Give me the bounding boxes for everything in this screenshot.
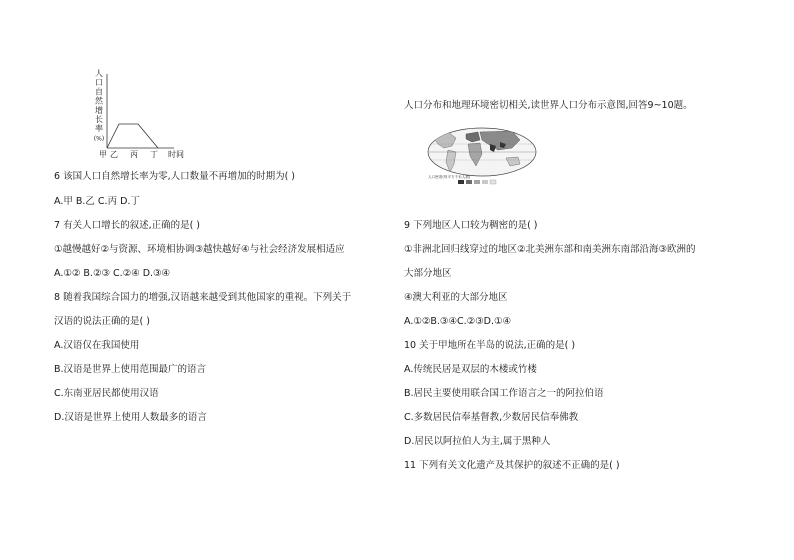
question-8-line-1: 8 随着我国综合国力的增强,汉语越来越受到其他国家的重视。下列关于 xyxy=(54,292,352,303)
y-label-char: 率 xyxy=(95,124,103,134)
x-tick-labels xyxy=(99,150,158,159)
question-8-option-d: D.汉语是世界上使用人数最多的语言 xyxy=(54,412,207,423)
question-6-options: A.甲 B.乙 C.丙 D.丁 xyxy=(54,196,140,207)
x-tick-label: 丙 xyxy=(130,150,138,159)
question-9-line-2: 大部分地区 xyxy=(404,268,452,279)
question-11: 11 下列有关文化遗产及其保护的叙述不正确的是( ) xyxy=(404,460,620,471)
question-10-option-a: A.传统民居是双层的木楼或竹楼 xyxy=(404,364,537,375)
y-label-char: 口 xyxy=(95,78,103,88)
y-axis-label xyxy=(94,68,104,142)
x-tick-label: 甲 xyxy=(99,150,107,159)
y-label-char: (%) xyxy=(93,135,105,143)
y-label-char: 长 xyxy=(95,115,103,124)
question-8-option-a: A.汉语仅在我国使用 xyxy=(54,340,140,351)
question-10-option-c: C.多数居民信奉基督教,少数居民信奉佛教 xyxy=(404,412,579,423)
question-7-options: A.①② B.②③ C.②④ D.③④ xyxy=(54,268,171,279)
question-9-options: A.①②B.③④C.②③D.①④ xyxy=(404,316,512,327)
x-tick-label: 乙 xyxy=(110,150,118,159)
question-9-line-3: ④澳大利亚的大部分地区 xyxy=(404,292,508,303)
y-label-char: 人 xyxy=(95,69,103,78)
x-axis-unit: 时间 xyxy=(168,150,184,159)
y-label-char: 增 xyxy=(95,105,103,115)
question-7: 7 有关人口增长的叙述,正确的是( ) xyxy=(54,220,201,231)
population-growth-graph xyxy=(92,68,222,160)
question-8-line-2: 汉语的说法正确的是( ) xyxy=(54,316,150,327)
question-7-items: ①越慢越好②与资源、环境相协调③越快越好④与社会经济发展相适应 xyxy=(54,244,345,255)
map-legend xyxy=(458,180,496,184)
question-10-option-d: D.居民以阿拉伯人为主,属于黑种人 xyxy=(404,436,551,447)
question-8-option-c: C.东南亚居民都使用汉语 xyxy=(54,388,159,399)
y-label-char: 自 xyxy=(95,87,103,97)
y-label-char: 然 xyxy=(95,96,103,106)
map-caption: 人口密度(每平方千米人数) xyxy=(428,175,471,179)
question-9-line-1: ①非洲北回归线穿过的地区②北美洲东部和南美洲东南部沿海③欧洲的 xyxy=(404,244,696,255)
world-population-map xyxy=(426,126,538,192)
question-10-option-b: B.居民主要使用联合国工作语言之一的阿拉伯语 xyxy=(404,388,604,399)
intro-text: 人口分布和地理环境密切相关,读世界人口分布示意图,回答9~10题。 xyxy=(404,100,693,111)
x-tick-label: 丁 xyxy=(150,150,158,159)
question-9: 9 下列地区人口较为稠密的是( ) xyxy=(404,220,538,231)
growth-rate-line xyxy=(107,124,158,148)
question-10: 10 关于甲地所在半岛的说法,正确的是( ) xyxy=(404,340,576,351)
question-8-option-b: B.汉语是世界上使用范围最广的语言 xyxy=(54,364,207,375)
question-6: 6 该国人口自然增长率为零,人口数量不再增加的时期为( ) xyxy=(54,171,296,182)
